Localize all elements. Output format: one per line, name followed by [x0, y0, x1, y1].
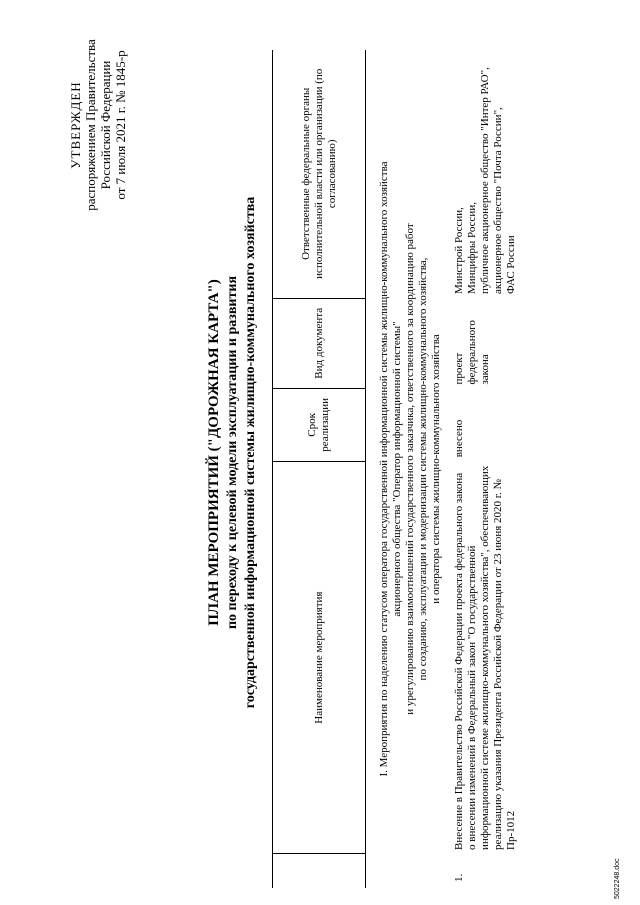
- responsible-5: ФАС России: [505, 235, 517, 295]
- header-term: Срок реализации: [273, 389, 366, 462]
- document-code: 5022248.doc: [614, 858, 621, 899]
- responsible-3: публичное акционерное общество "Интер РАО",: [479, 67, 491, 295]
- approval-line-1: распоряжением Правительства: [83, 39, 98, 211]
- section-heading: [366, 50, 452, 888]
- approval-line-2: Российской Федерации: [98, 60, 113, 190]
- section-line-1: I. Мероприятия по наделению статусом оператора государственной информационной системы жилищно-коммунального хозяйства: [378, 161, 390, 777]
- responsible-4: акционерное общество "Почта России",: [492, 107, 504, 295]
- row-term: внесено: [453, 419, 465, 458]
- row-responsible: [451, 50, 518, 298]
- approval-line-3: от 7 июля 2021 г. № 1845-р: [113, 50, 128, 200]
- row-number: 1.: [453, 873, 465, 882]
- table-header-row: [273, 50, 366, 888]
- table-row: [451, 50, 518, 888]
- header-doc: Вид документа: [273, 298, 366, 389]
- header-name: Наименование мероприятия: [273, 461, 366, 854]
- section-line-3: и урегулированию взаимоотношений государственного заказчика, ответственного за координацию работ: [404, 223, 416, 715]
- responsible-2: Минцифры России,: [466, 202, 478, 295]
- section-line-5: и оператора системы жилищно-коммунального хозяйства: [430, 334, 442, 604]
- plan-table: [272, 50, 518, 888]
- section-line-2: акционерного общества "Оператор информационной системы": [391, 321, 403, 617]
- responsible-1: Минстрой России,: [453, 207, 465, 295]
- approval-title: УТВЕРЖДЕН: [68, 81, 83, 169]
- section-line-4: по созданию, эксплуатации и модернизации системы жилищно-коммунального хозяйства,: [417, 257, 429, 681]
- plan-title: ПЛАН МЕРОПРИЯТИЙ ("ДОРОЖНАЯ КАРТА"): [206, 279, 222, 626]
- plan-subtitle-1: по переходу к целевой модели эксплуатации и развития: [225, 275, 240, 630]
- section-heading-row: [366, 50, 452, 888]
- header-responsible: Ответственные федеральные органы исполнительной власти или организации (по согласованию): [273, 50, 366, 298]
- header-num: [273, 854, 366, 888]
- row-doc: проект федерального закона: [453, 320, 491, 385]
- row-name: Внесение в Правительство Российской Федерации проекта федерального закона о внесении изменений в Федеральный закон "О государственной информационной системе жилищно-коммунального хозяйства", обеспечивающих реализацию указания Президента Российской Федерации от 23 июня 2020 г. № Пр-1012: [453, 465, 517, 850]
- approval-block: [68, 10, 128, 240]
- plan-subtitle-2: государственной информационной системы жилищно-коммунального хозяйства: [243, 196, 258, 709]
